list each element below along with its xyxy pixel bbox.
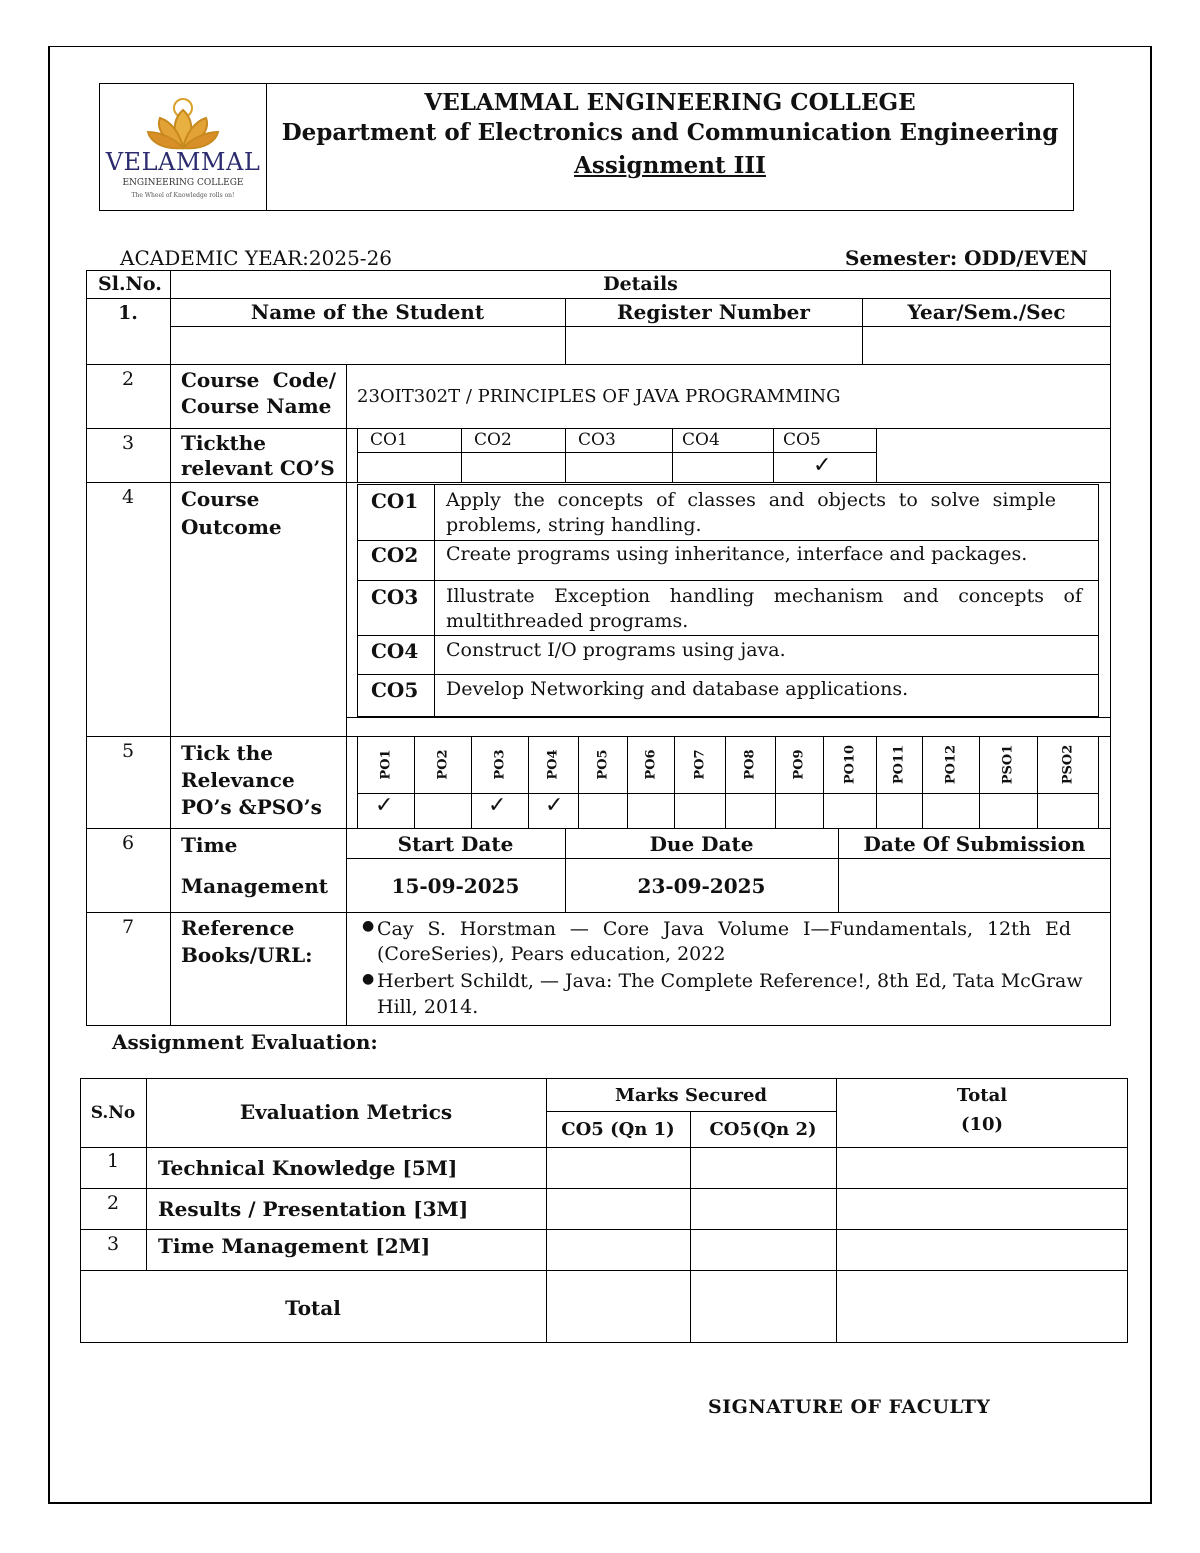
reference-label-2: Books/URL:	[181, 943, 313, 967]
tick-po-label-1: Tick the	[181, 741, 273, 765]
eval-row3-no: 3	[106, 1233, 120, 1255]
department-title: Department of Electronics and Communication Engineering	[281, 119, 1059, 146]
co1-text: Apply the concepts of classes and objects to solve simple problems, string handling.	[446, 489, 1056, 536]
po-header-pso1: PSO1	[1000, 744, 1016, 785]
academic-year: ACADEMIC YEAR:2025-26	[120, 246, 393, 270]
start-date-header: Start Date	[397, 832, 514, 856]
co2-text: Create programs using inheritance, interface and packages.	[446, 543, 1028, 565]
co4-checkbox[interactable]	[674, 454, 771, 480]
co2-code: CO2	[371, 543, 419, 567]
row2-no: 2	[121, 368, 135, 390]
ref1-line1: Cay S. Horstman — Core Java Volume I—Fundamentals, 12th Ed	[377, 918, 1071, 940]
college-logo	[104, 90, 262, 206]
ref1-line2: (CoreSeries), Pears education, 2022	[377, 943, 726, 965]
row4-no: 4	[121, 486, 135, 508]
register-number-header: Register Number	[617, 300, 810, 324]
reference-label-1: Reference	[181, 916, 295, 940]
eval-row2-label: Results / Presentation [3M]	[158, 1197, 469, 1221]
po-header-pso2: PSO2	[1060, 744, 1075, 785]
co5-col: CO5	[783, 430, 821, 450]
logo-tagline: The Wheel of Knowledge rolls on!	[131, 192, 235, 199]
po-header-po7: PO7	[692, 749, 707, 780]
co5-code: CO5	[371, 678, 419, 702]
due-date-value: 23-09-2025	[637, 874, 766, 898]
bullet-icon: ●	[362, 918, 375, 934]
po-header-po4: PO4	[545, 749, 561, 780]
row6-no: 6	[121, 832, 135, 854]
co3-col: CO3	[578, 430, 616, 450]
register-number-field[interactable]	[567, 328, 860, 362]
co3-checkbox[interactable]	[567, 454, 670, 480]
course-code-label-1: Course Code/	[181, 368, 336, 392]
course-code-value: 23OIT302T / PRINCIPLES OF JAVA PROGRAMMING	[357, 386, 841, 407]
po-header-po10: PO10	[842, 744, 857, 785]
po1-tick-icon[interactable]: ✓	[375, 793, 394, 818]
eval-row1-no: 1	[106, 1150, 120, 1172]
tick-po-label-2: Relevance	[181, 768, 295, 792]
po-header-po3: PO3	[492, 749, 507, 780]
course-outcome-label-1: Course	[181, 487, 260, 511]
co4-text: Construct I/O programs using java.	[446, 639, 786, 661]
po-header-po2: PO2	[435, 749, 450, 780]
co3-code: CO3	[371, 585, 419, 609]
logo-name: VELAMMAL	[105, 148, 261, 176]
tick-po-label-3: PO’s &PSO’s	[181, 795, 322, 819]
due-date-header: Due Date	[649, 832, 754, 856]
course-outcome-label-2: Outcome	[181, 515, 282, 539]
po-header-po8: PO8	[742, 749, 758, 780]
eval-metrics-header: Evaluation Metrics	[239, 1100, 453, 1124]
year-sem-sec-field[interactable]	[864, 328, 1109, 362]
co2-checkbox[interactable]	[463, 454, 563, 480]
marks-secured-header: Marks Secured	[615, 1085, 767, 1106]
po-header-po11: PO11	[891, 744, 907, 785]
co4-code: CO4	[371, 639, 419, 663]
ref2-line2: Hill, 2014.	[377, 996, 479, 1018]
signature-label: SIGNATURE OF FACULTY	[708, 1396, 991, 1418]
eval-sno-header: S.No	[90, 1103, 136, 1123]
bullet-icon: ●	[362, 971, 375, 987]
po4-tick-icon[interactable]: ✓	[545, 793, 564, 818]
co4-col: CO4	[682, 430, 720, 450]
semester: Semester: ODD/EVEN	[845, 246, 1088, 270]
co5-tick-icon[interactable]: ✓	[813, 453, 832, 478]
slno-header: Sl.No.	[98, 273, 162, 295]
co5-qn1-header: CO5 (Qn 1)	[561, 1119, 675, 1140]
course-code-label-2: Course Name	[181, 394, 332, 418]
po-header-po12: PO12	[943, 744, 958, 785]
row7-no: 7	[121, 916, 135, 938]
total-sub-header: (10)	[960, 1114, 1004, 1135]
tick-co-label-1: Tickthe	[181, 431, 267, 455]
ref2-line1: Herbert Schildt, — Java: The Complete Reference!, 8th Ed, Tata McGraw	[377, 970, 1083, 992]
student-name-field[interactable]	[172, 328, 563, 362]
po-header-po1: PO1	[378, 749, 393, 780]
evaluation-title: Assignment Evaluation:	[112, 1030, 378, 1054]
submission-date-header: Date Of Submission	[863, 832, 1086, 856]
co2-col: CO2	[474, 430, 512, 450]
po-header-po6: PO6	[643, 749, 658, 780]
eval-row2-no: 2	[106, 1192, 120, 1214]
co1-code: CO1	[371, 489, 419, 513]
logo-sub: ENGINEERING COLLEGE	[122, 178, 244, 188]
assignment-title: Assignment III	[574, 152, 766, 179]
college-title: VELAMMAL ENGINEERING COLLEGE	[424, 89, 916, 116]
time-label-2: Management	[181, 874, 328, 898]
row1-no: 1.	[118, 302, 138, 324]
details-header: Details	[603, 273, 678, 295]
co1-col: CO1	[370, 430, 408, 450]
student-name-header: Name of the Student	[250, 300, 485, 324]
submission-date-field[interactable]	[840, 860, 1109, 910]
total-header: Total	[956, 1085, 1008, 1106]
eval-row1-label: Technical Knowledge [5M]	[158, 1156, 458, 1180]
row5-no: 5	[121, 740, 135, 762]
co5-text: Develop Networking and database applications.	[446, 678, 909, 700]
po-header-po9: PO9	[791, 749, 807, 780]
row3-no: 3	[121, 432, 135, 454]
po-header-po5: PO5	[595, 749, 610, 780]
time-label-1: Time	[181, 833, 238, 857]
po3-tick-icon[interactable]: ✓	[488, 793, 507, 818]
tick-co-label-2: relevant CO’S	[181, 456, 335, 480]
co5-qn2-header: CO5(Qn 2)	[709, 1119, 817, 1140]
co3-text: Illustrate Exception handling mechanism and concepts of multithreaded programs.	[446, 585, 1082, 632]
co1-checkbox[interactable]	[359, 454, 459, 480]
eval-row3-label: Time Management [2M]	[158, 1234, 431, 1258]
eval-total-label: Total	[285, 1296, 341, 1320]
year-sem-sec-header: Year/Sem./Sec	[907, 300, 1066, 324]
start-date-value: 15-09-2025	[391, 874, 520, 898]
